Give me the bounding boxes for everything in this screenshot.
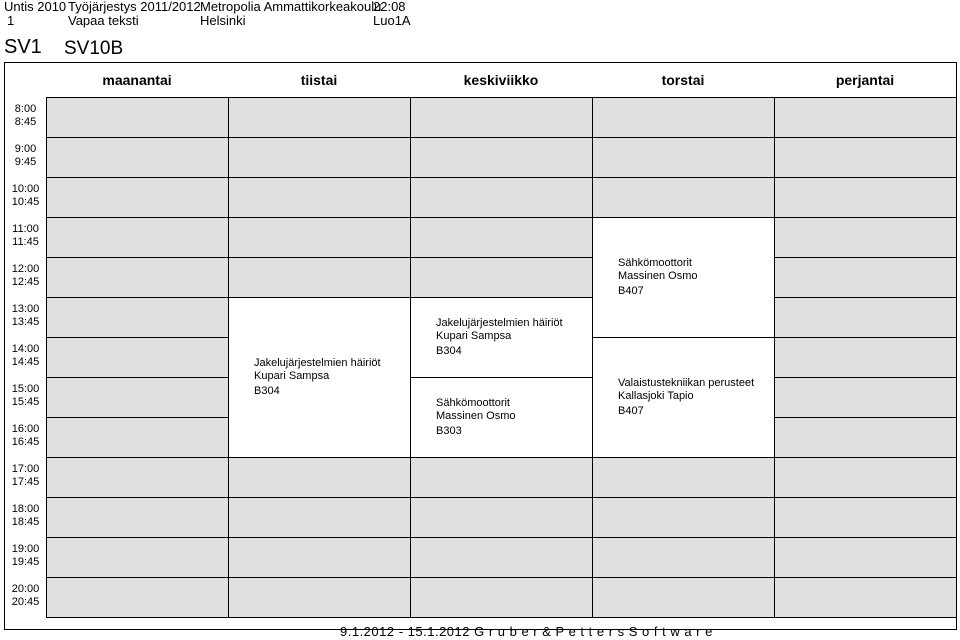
lesson-room: B304 <box>436 345 462 357</box>
day-header-perjantai: perjantai <box>835 72 895 88</box>
timetable-cell <box>410 177 593 218</box>
timetable-cell <box>46 457 229 498</box>
time-label: 11:00 11:45 <box>12 223 39 248</box>
timetable-cell <box>592 537 775 578</box>
timetable-cell <box>228 257 411 298</box>
timetable-cell <box>592 497 775 538</box>
timetable-cell <box>774 417 957 458</box>
time-label: 19:00 19:45 <box>11 543 40 568</box>
timetable-cell <box>46 337 229 378</box>
day-header-torstai: torstai <box>661 72 705 88</box>
timetable-cell <box>46 417 229 458</box>
timetable-cell <box>410 497 593 538</box>
timetable-cell <box>46 537 229 578</box>
timetable-cell <box>228 137 411 178</box>
school-name: Metropolia Ammattikorkeakoulu <box>200 0 382 14</box>
timetable-cell <box>592 577 775 618</box>
footer-date-range: 9.1.2012 - 15.1.2012 G r u b e r & P e t t e r s S o f t w a r e <box>340 624 713 639</box>
lesson-subject: Sähkömoottorit <box>618 257 692 269</box>
timetable-cell <box>46 177 229 218</box>
time-label: 13:00 13:45 <box>11 303 40 328</box>
lesson-subject: Sähkömoottorit <box>436 397 510 409</box>
lesson-subject: Jakelujärjestelmien häiriöt <box>436 317 563 329</box>
timetable-cell <box>46 97 229 138</box>
city: Helsinki <box>200 13 246 28</box>
timetable-cell <box>592 177 775 218</box>
timetable-cell <box>46 137 229 178</box>
day-header-tiistai: tiistai <box>300 72 338 88</box>
group-code: SV10B <box>64 38 124 59</box>
time-label: 20:00 20:45 <box>11 583 40 608</box>
timetable-cell <box>46 297 229 338</box>
time-label: 8:00 8:45 <box>14 103 37 128</box>
timetable-cell <box>46 577 229 618</box>
timetable-cell <box>228 97 411 138</box>
lesson-room: B407 <box>618 285 644 297</box>
timetable-cell <box>592 97 775 138</box>
time-label: 9:00 9:45 <box>14 143 37 168</box>
time-label: 16:00 16:45 <box>11 423 40 448</box>
timetable-cell <box>774 337 957 378</box>
free-text: Vapaa teksti <box>68 13 139 28</box>
timetable-cell <box>774 217 957 258</box>
time-label: 17:00 17:45 <box>11 463 40 488</box>
lesson-teacher: Massinen Osmo <box>618 270 698 282</box>
timetable-cell <box>410 537 593 578</box>
time-label: 14:00 14:45 <box>11 343 40 368</box>
room-code: Luo1A <box>373 13 411 28</box>
timetable-cell <box>774 137 957 178</box>
time-label: 10:00 10:45 <box>11 183 40 208</box>
timetable-cell <box>410 137 593 178</box>
timetable-cell <box>228 217 411 258</box>
lesson-room: B303 <box>436 425 462 437</box>
timetable-cell <box>592 137 775 178</box>
program-name: Untis 2010 <box>4 0 67 14</box>
timetable-cell <box>774 97 957 138</box>
timetable-cell <box>228 457 411 498</box>
page-number: 1 <box>7 13 15 28</box>
timetable-cell <box>46 377 229 418</box>
timetable-cell <box>774 497 957 538</box>
timetable-grid <box>4 62 957 630</box>
timetable-cell <box>410 577 593 618</box>
timetable-cell <box>228 537 411 578</box>
department-code: SV1 <box>4 36 42 58</box>
timetable-cell <box>774 257 957 298</box>
lesson-teacher: Kupari Sampsa <box>254 370 330 382</box>
timetable-cell <box>592 457 775 498</box>
lesson-teacher: Kupari Sampsa <box>436 330 512 342</box>
timetable-cell <box>774 577 957 618</box>
lesson-subject: Jakelujärjestelmien häiriöt <box>254 357 381 369</box>
timetable-cell <box>228 577 411 618</box>
timetable-cell <box>410 217 593 258</box>
time-label: 18:00 18:45 <box>11 503 40 528</box>
timetable-cell <box>774 457 957 498</box>
schedule-title: Työjärjestys 2011/2012 <box>68 0 201 14</box>
timetable-cell <box>410 457 593 498</box>
time-label: 15:00 15:45 <box>11 383 40 408</box>
timetable-cell <box>774 177 957 218</box>
lesson-subject: Valaistustekniikan perusteet <box>618 377 755 389</box>
timetable-cell <box>228 177 411 218</box>
lesson-teacher: Massinen Osmo <box>436 410 516 422</box>
timetable-cell <box>410 97 593 138</box>
lesson-room: B304 <box>254 385 280 397</box>
time-label: 12:00 12:45 <box>11 263 40 288</box>
day-header-maanantai: maanantai <box>102 72 172 88</box>
timetable-cell <box>410 257 593 298</box>
lesson-teacher: Kallasjoki Tapio <box>618 390 694 402</box>
timetable-cell <box>774 377 957 418</box>
print-time: 22:08 <box>373 0 406 14</box>
lesson-room: B407 <box>618 405 644 417</box>
day-header-keskiviikko: keskiviikko <box>463 72 539 88</box>
timetable-cell <box>46 257 229 298</box>
timetable-cell <box>46 217 229 258</box>
timetable-cell <box>774 297 957 338</box>
timetable-cell <box>774 537 957 578</box>
timetable-cell <box>228 497 411 538</box>
timetable-cell <box>46 497 229 538</box>
